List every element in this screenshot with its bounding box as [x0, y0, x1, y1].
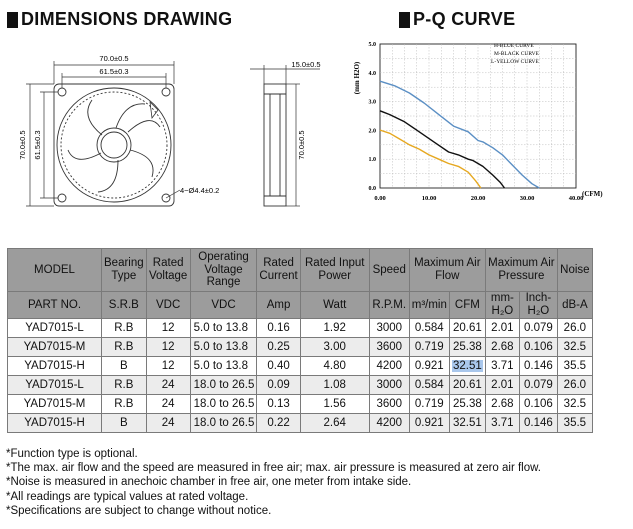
- col-rated-voltage: Rated Voltage: [146, 249, 190, 292]
- cell-airflow-m3min: 0.584: [409, 319, 449, 338]
- footnote: *Specifications are subject to change without notice.: [6, 504, 272, 517]
- cell-speed-rpm: 3600: [369, 338, 409, 357]
- chart-series: [380, 81, 539, 188]
- cell-speed-rpm: 4200: [369, 414, 409, 433]
- cell-part-no: YAD7015-M: [8, 338, 102, 357]
- cell-bearing-type: R.B: [102, 319, 147, 338]
- dim-width-inner-label: 61.5±0.3: [99, 67, 129, 76]
- cell-pressure-mmh2o: 3.71: [485, 357, 519, 376]
- cell-pressure-inchh2o: 0.146: [519, 414, 557, 433]
- cell-speed-rpm: 4200: [369, 357, 409, 376]
- unit-watt: Watt: [300, 292, 369, 319]
- x-axis-ticks: [374, 195, 583, 202]
- dimensions-drawing-title: [7, 9, 232, 30]
- fan-side-view: [264, 84, 286, 206]
- unit-mm-h2o: mm-H₂O: [485, 292, 519, 319]
- selected-cell-text: 32.51: [452, 359, 482, 372]
- cell-airflow-cfm: 32.51: [449, 414, 485, 433]
- cell-voltage-range: 18.0 to 26.5: [190, 376, 257, 395]
- y-tick-label: 2.0: [368, 128, 376, 135]
- pq-curve-title: [399, 9, 515, 30]
- spec-table: [7, 248, 593, 433]
- cell-input-power: 2.64: [300, 414, 369, 433]
- chart-legend: [491, 43, 540, 65]
- cell-rated-voltage: 24: [146, 395, 190, 414]
- cell-rated-current: 0.09: [257, 376, 300, 395]
- cell-voltage-range: 5.0 to 13.8: [190, 338, 257, 357]
- table-row: [8, 376, 593, 395]
- cell-airflow-m3min: 0.584: [409, 376, 449, 395]
- dim-hole-label: 4−Ø4.4±0.2: [180, 186, 220, 195]
- col-rated-input-power: Rated Input Power: [300, 249, 369, 292]
- col-max-air-pressure: Maximum Air Pressure: [485, 249, 557, 292]
- legend-item-blue: H-BLUE CURVE: [494, 43, 534, 49]
- cell-bearing-type: R.B: [102, 376, 147, 395]
- cell-noise-dba: 32.5: [557, 338, 592, 357]
- unit-part-no: PART NO.: [8, 292, 102, 319]
- cell-pressure-inchh2o: 0.079: [519, 376, 557, 395]
- cell-airflow-m3min: 0.921: [409, 414, 449, 433]
- cell-rated-current: 0.40: [257, 357, 300, 376]
- unit-vdc-range: VDC: [190, 292, 257, 319]
- footnote: *The max. air flow and the speed are measured in free air; max. air pressure is measured at zero air flow.: [6, 462, 541, 475]
- cell-pressure-inchh2o: 0.146: [519, 357, 557, 376]
- unit-vdc: VDC: [146, 292, 190, 319]
- table-row: [8, 338, 593, 357]
- x-tick-label: 10.00: [421, 195, 437, 202]
- cell-pressure-mmh2o: 2.68: [485, 338, 519, 357]
- section-square-icon: [399, 12, 410, 28]
- col-bearing-type: Bearing Type: [102, 249, 147, 292]
- unit-m3min: m³/min: [409, 292, 449, 319]
- cell-bearing-type: R.B: [102, 395, 147, 414]
- thickness-dimension-lines: [250, 65, 320, 206]
- cell-speed-rpm: 3000: [369, 319, 409, 338]
- dim-height-inner-label: 61.5±0.3: [33, 130, 42, 160]
- series-line-blue: [380, 81, 539, 188]
- cell-rated-current: 0.16: [257, 319, 300, 338]
- unit-dba: dB-A: [557, 292, 592, 319]
- cell-airflow-m3min: 0.921: [409, 357, 449, 376]
- y-axis-ticks: [369, 42, 377, 192]
- cell-rated-current: 0.22: [257, 414, 300, 433]
- cell-part-no: YAD7015-H: [8, 357, 102, 376]
- cell-input-power: 4.80: [300, 357, 369, 376]
- cell-noise-dba: 35.5: [557, 357, 592, 376]
- cell-airflow-m3min: 0.719: [409, 395, 449, 414]
- table-row: [8, 395, 593, 414]
- y-tick-label: 1.0: [368, 157, 376, 164]
- cell-rated-voltage: 12: [146, 319, 190, 338]
- col-rated-current: Rated Current: [257, 249, 300, 292]
- x-tick-label: 40.00: [568, 195, 584, 202]
- cell-input-power: 1.08: [300, 376, 369, 395]
- legend-item-yellow: L-YELLOW CURVE: [491, 59, 539, 65]
- cell-speed-rpm: 3000: [369, 376, 409, 395]
- table-header-row: [8, 249, 593, 292]
- legend-item-black: M-BLACK CURVE: [494, 51, 539, 57]
- cell-rated-voltage: 24: [146, 376, 190, 395]
- cell-airflow-cfm: 20.61: [449, 376, 485, 395]
- cell-part-no: YAD7015-L: [8, 376, 102, 395]
- cell-part-no: YAD7015-H: [8, 414, 102, 433]
- cell-voltage-range: 18.0 to 26.5: [190, 414, 257, 433]
- cell-voltage-range: 5.0 to 13.8: [190, 357, 257, 376]
- col-max-air-flow: Maximum Air Flow: [409, 249, 485, 292]
- table-unit-row: [8, 292, 593, 319]
- unit-inch-h2o: Inch-H₂O: [519, 292, 557, 319]
- dim-side-height-label: 70.0±0.5: [297, 130, 306, 160]
- chart-grid: [380, 44, 576, 188]
- y-tick-label: 3.0: [368, 99, 376, 106]
- cell-voltage-range: 5.0 to 13.8: [190, 319, 257, 338]
- fan-dimensions-drawing: [0, 32, 335, 237]
- x-tick-label: 20.00: [470, 195, 486, 202]
- table-row: [8, 357, 593, 376]
- cell-airflow-cfm: 20.61: [449, 319, 485, 338]
- cell-voltage-range: 18.0 to 26.5: [190, 395, 257, 414]
- cell-pressure-inchh2o: 0.106: [519, 395, 557, 414]
- cell-noise-dba: 35.5: [557, 414, 592, 433]
- cell-airflow-cfm: 25.38: [449, 395, 485, 414]
- col-model: MODEL: [8, 249, 102, 292]
- cell-bearing-type: B: [102, 357, 147, 376]
- height-dimension-lines: [26, 84, 58, 206]
- cell-input-power: 3.00: [300, 338, 369, 357]
- cell-part-no: YAD7015-M: [8, 395, 102, 414]
- cell-pressure-inchh2o: 0.079: [519, 319, 557, 338]
- cell-bearing-type: B: [102, 414, 147, 433]
- cell-airflow-m3min: 0.719: [409, 338, 449, 357]
- dim-height-outer-label: 70.0±0.5: [18, 130, 27, 160]
- footnote: *Noise is measured in anechoic chamber in free air, one meter from intake side.: [6, 476, 412, 489]
- cell-part-no: YAD7015-L: [8, 319, 102, 338]
- table-row: [8, 319, 593, 338]
- cell-pressure-mmh2o: 2.01: [485, 376, 519, 395]
- cell-rated-voltage: 24: [146, 414, 190, 433]
- dim-width-outer-label: 70.0±0.5: [99, 54, 129, 63]
- y-tick-label: 0.0: [368, 186, 376, 192]
- pq-curve-chart: [340, 30, 630, 210]
- x-axis-unit-label: (CFM): [582, 190, 603, 198]
- cell-airflow-cfm: [449, 357, 485, 376]
- col-noise: Noise: [557, 249, 592, 292]
- footnote: *Function type is optional.: [6, 448, 138, 460]
- pq-title-text: P-Q CURVE: [413, 9, 516, 29]
- cell-input-power: 1.56: [300, 395, 369, 414]
- y-tick-label: 5.0: [368, 42, 376, 48]
- cell-pressure-mmh2o: 3.71: [485, 414, 519, 433]
- cell-noise-dba: 26.0: [557, 376, 592, 395]
- cell-noise-dba: 26.0: [557, 319, 592, 338]
- cell-pressure-mmh2o: 2.68: [485, 395, 519, 414]
- cell-noise-dba: 32.5: [557, 395, 592, 414]
- cell-input-power: 1.92: [300, 319, 369, 338]
- x-tick-label: 30.00: [519, 195, 535, 202]
- cell-rated-voltage: 12: [146, 338, 190, 357]
- footnotes: [6, 447, 541, 518]
- cell-speed-rpm: 3600: [369, 395, 409, 414]
- unit-rpm: R.P.M.: [369, 292, 409, 319]
- fan-front-view: [54, 84, 174, 206]
- col-speed: Speed: [369, 249, 409, 292]
- footnote: *All readings are typical values at rated voltage.: [6, 490, 249, 503]
- unit-amp: Amp: [257, 292, 300, 319]
- table-row: [8, 414, 593, 433]
- y-tick-label: 4.0: [368, 70, 376, 77]
- cell-pressure-inchh2o: 0.106: [519, 338, 557, 357]
- dim-thickness-label: 15.0±0.5: [291, 60, 321, 69]
- cell-rated-current: 0.25: [257, 338, 300, 357]
- dimensions-title-text: DIMENSIONS DRAWING: [21, 9, 233, 29]
- series-line-black: [380, 111, 505, 188]
- unit-cfm: CFM: [449, 292, 485, 319]
- unit-srb: S.R.B: [102, 292, 147, 319]
- x-tick-label: 0.00: [374, 195, 386, 202]
- y-axis-label: (mm H2O): [353, 61, 361, 95]
- cell-rated-voltage: 12: [146, 357, 190, 376]
- cell-airflow-cfm: 25.38: [449, 338, 485, 357]
- col-operating-voltage-range: Operating Voltage Range: [190, 249, 257, 292]
- cell-pressure-mmh2o: 2.01: [485, 319, 519, 338]
- section-square-icon: [7, 12, 18, 28]
- table-body: [8, 319, 593, 433]
- cell-bearing-type: R.B: [102, 338, 147, 357]
- cell-rated-current: 0.13: [257, 395, 300, 414]
